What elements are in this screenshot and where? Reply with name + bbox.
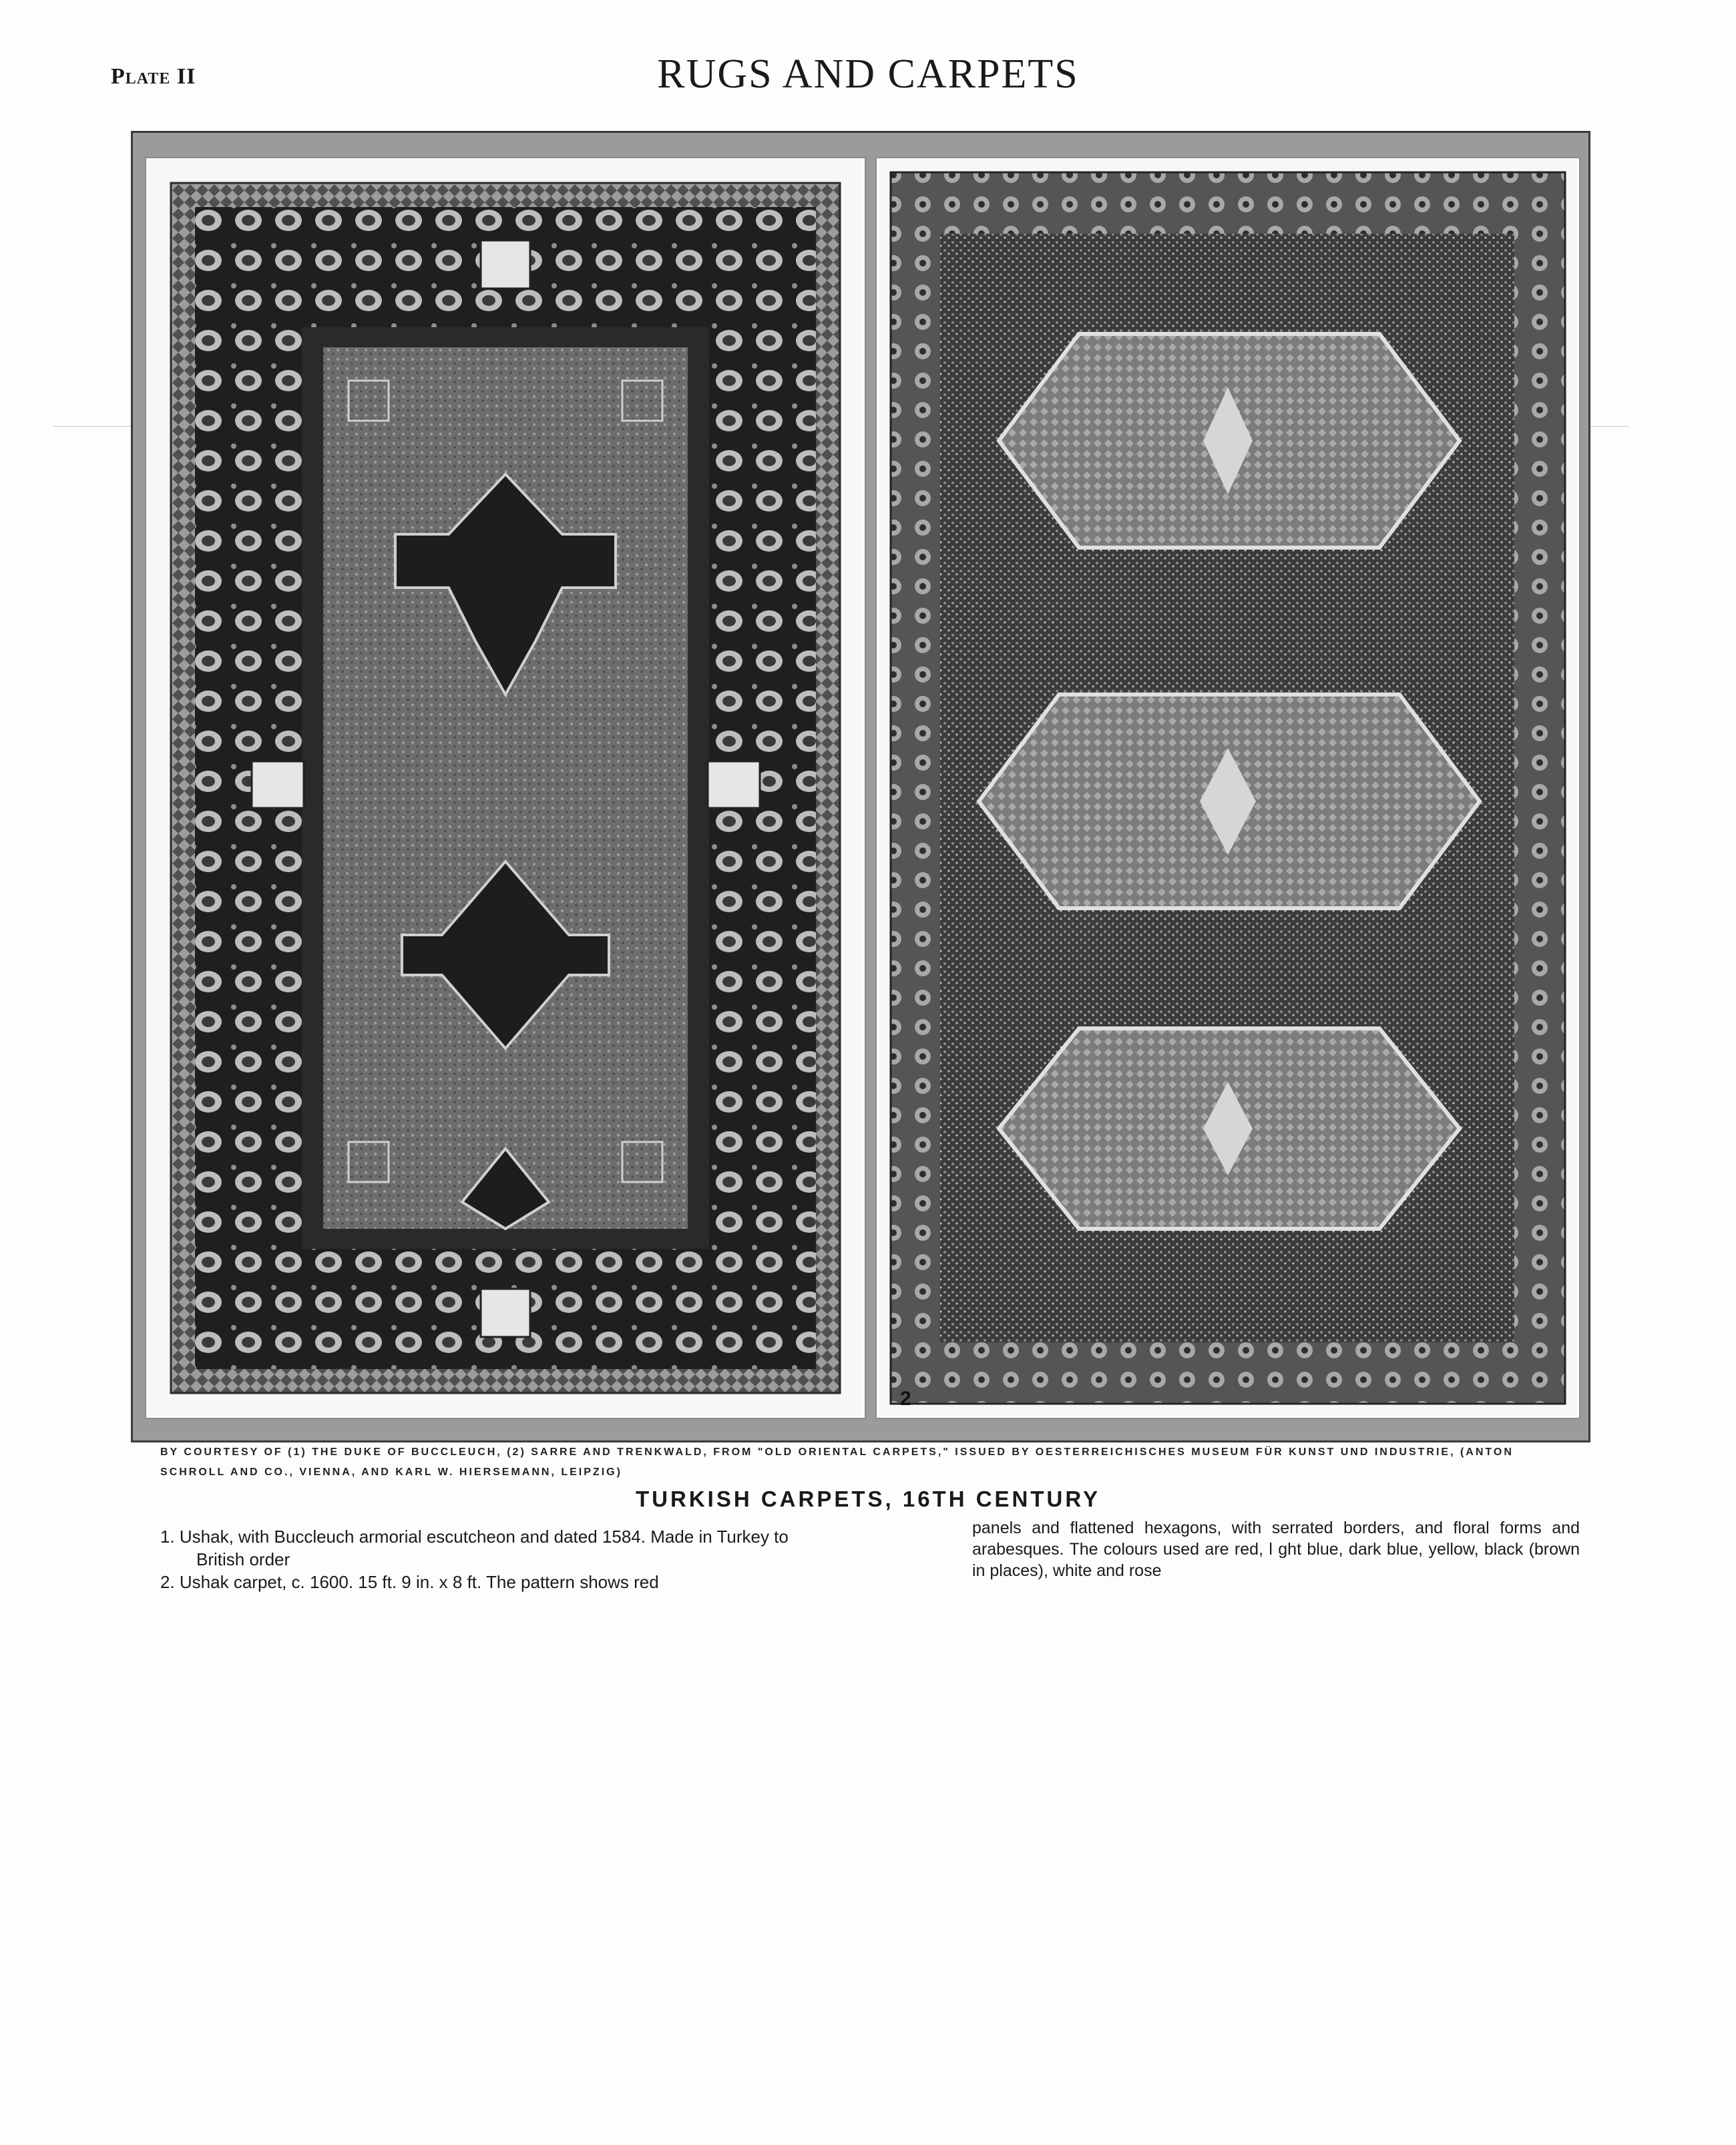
caption-left-column bbox=[160, 1525, 828, 1593]
carpet-2-illustration bbox=[879, 160, 1577, 1416]
running-title: RUGS AND CARPETS bbox=[657, 51, 1079, 97]
photo-plate bbox=[131, 131, 1590, 1442]
panel-2-number: 2 bbox=[900, 1388, 911, 1410]
plate-label: Plate II bbox=[111, 64, 196, 89]
carpet-2-photo bbox=[877, 158, 1579, 1418]
caption-item-1: 1. Ushak, with Buccleuch armorial escutcheon and dated 1584. Made in Turkey to British order bbox=[160, 1527, 789, 1569]
caption-right-column: panels and flattened hexagons, with serrated borders, and floral forms and arabesques. The colours used are red, l ght blue, dark blue, yellow, black (brown in places), white and rose bbox=[972, 1519, 1580, 1580]
carpet-1-illustration bbox=[148, 160, 863, 1416]
photo-credit: BY COURTESY OF (1) THE DUKE OF BUCCLEUCH, (2) SARRE AND TRENKWALD, FROM "OLD ORIENTAL CARPETS," ISSUED BY OESTERREICHISCHES MUSEUM FÜR KUNST UND INDUSTRIE, (ANTON SCHROLL AND CO., VIENNA, AND KARL W. HIERSEMANN, LEIPZIG) bbox=[160, 1446, 1514, 1478]
plate-title: TURKISH CARPETS, 16TH CENTURY bbox=[636, 1487, 1100, 1511]
carpet-1-photo bbox=[146, 158, 865, 1418]
caption-item-2: 2. Ushak carpet, c. 1600. 15 ft. 9 in. x 8 ft. The pattern shows red bbox=[160, 1572, 659, 1592]
